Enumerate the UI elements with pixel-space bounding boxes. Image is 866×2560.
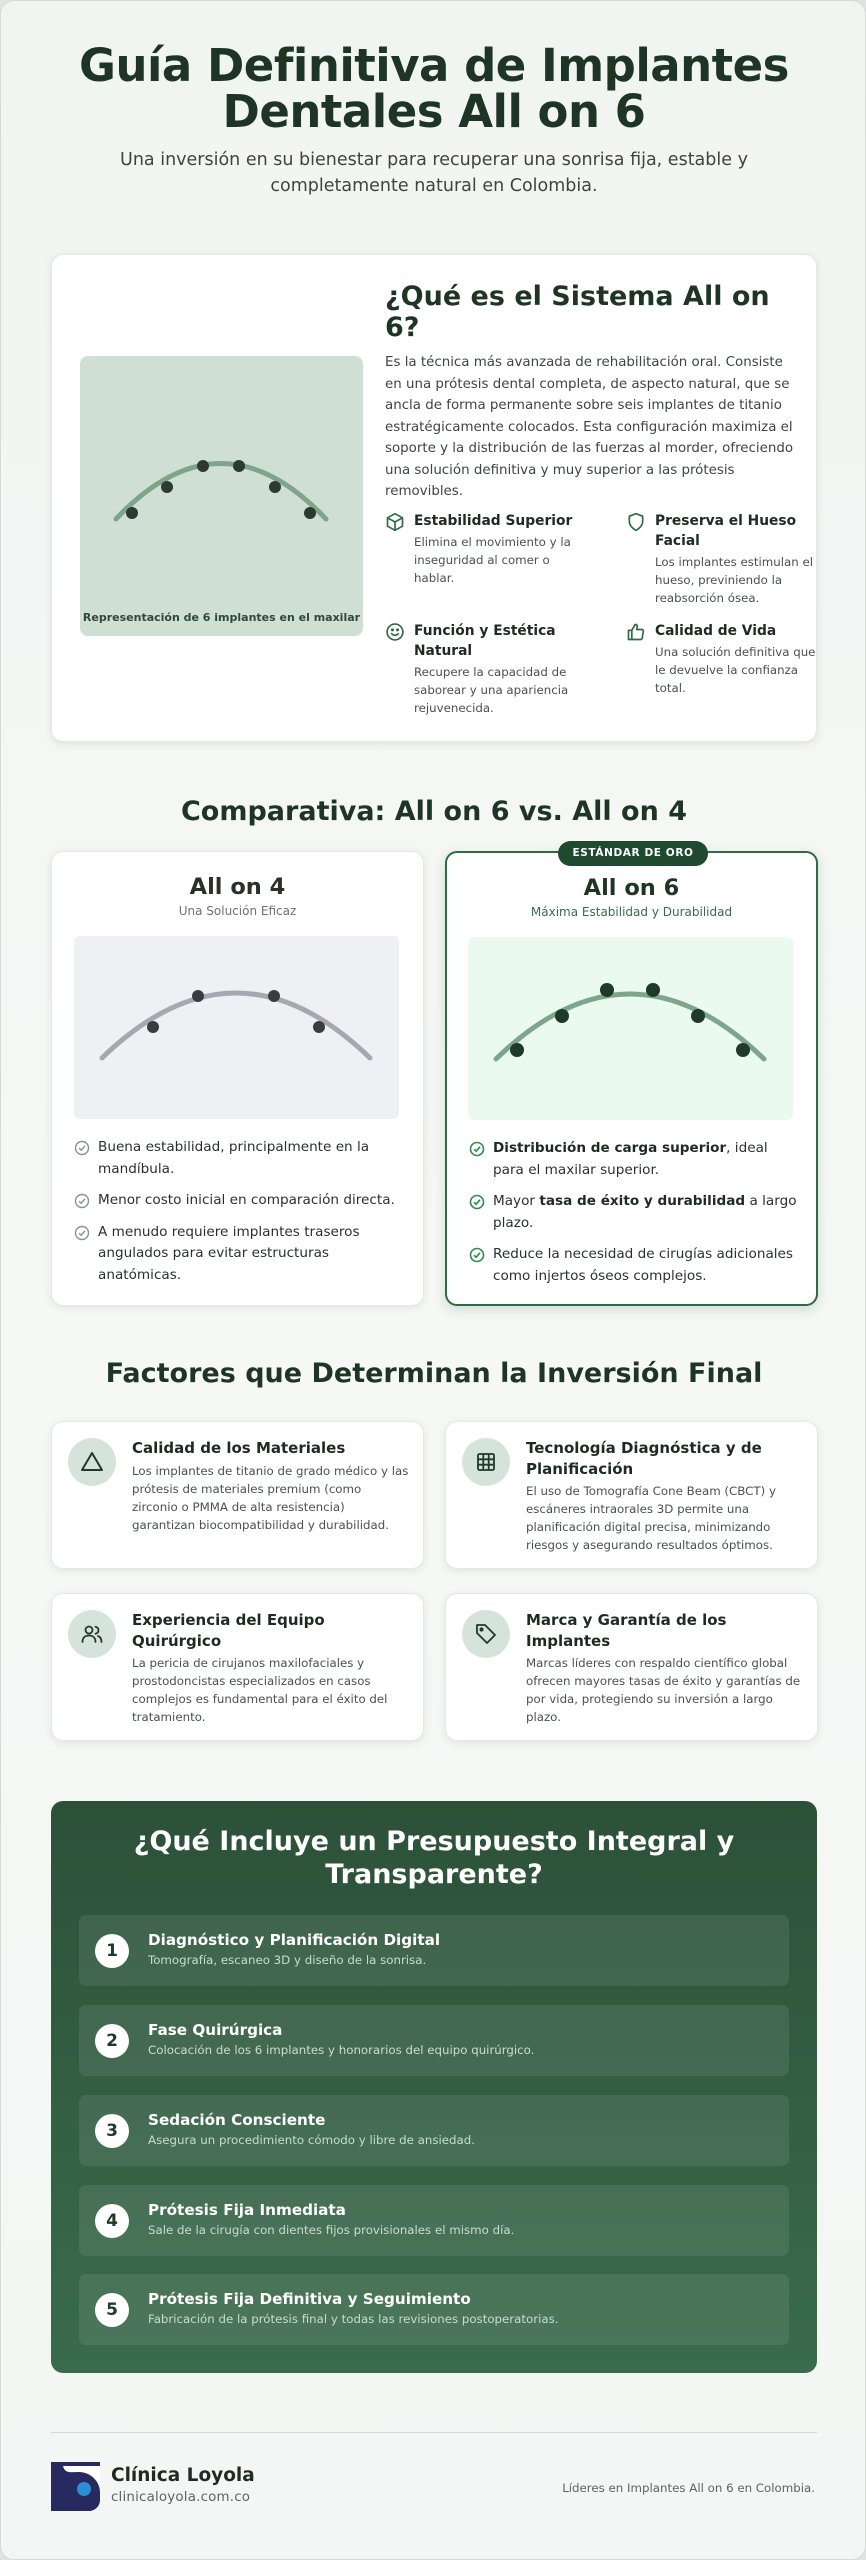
factor-title: Experiencia del Equipo Quirúrgico <box>132 1611 325 1650</box>
step-number: 1 <box>95 1934 129 1968</box>
implants-illustration <box>80 356 363 636</box>
grid-icon <box>474 1450 498 1474</box>
budget-step <box>79 2095 789 2166</box>
bullet-text: Buena estabilidad, principalmente en la mandíbula. <box>98 1139 370 1177</box>
step-name: Sedación Consciente <box>148 2111 326 2129</box>
all-on-4-title: All on 4 <box>189 874 286 900</box>
page-subtitle: Una inversión en su bienestar para recuperar una sonrisa fija, estable y completamente natural en Colombia. <box>120 150 748 196</box>
check-circle-icon <box>74 1193 90 1209</box>
budget-step <box>79 2274 789 2345</box>
all-on-6-title: All on 6 <box>583 875 680 901</box>
factor-brand <box>445 1593 818 1741</box>
check-circle-icon <box>469 1141 485 1157</box>
step-name: Prótesis Fija Definitiva y Seguimiento <box>148 2290 471 2308</box>
tag-icon <box>474 1622 498 1646</box>
check-circle-icon <box>74 1225 90 1241</box>
team-icon <box>80 1622 104 1646</box>
feature-title: Preserva el Hueso Facial <box>655 513 797 549</box>
what-is-description: Es la técnica más avanzada de rehabilitación oral. Consiste en una prótesis dental completa, de aspecto natural, que se ancla de forma permanente sobre seis implantes de titanio estratégicamente colocados. Esta configuración maximiza el soporte y la distribución de las fuerzas al morder, ofreciendo una solución definitiva y muy superior a las prótesis removibles. <box>385 355 794 499</box>
step-name: Fase Quirúrgica <box>148 2021 283 2039</box>
budget-section <box>51 1801 817 2373</box>
feature-title: Estabilidad Superior <box>414 513 573 529</box>
factor-icon-circle <box>462 1438 510 1486</box>
list-item <box>74 1190 404 1212</box>
factor-title: Tecnología Diagnóstica y de Planificación <box>526 1439 762 1478</box>
thumbs-up-icon <box>626 622 646 642</box>
list-item <box>74 1222 404 1287</box>
footer-tagline: Líderes en Implantes All on 6 en Colombia. <box>562 2481 815 2495</box>
bullet-bold-text: tasa de éxito y durabilidad <box>539 1193 746 1210</box>
illustration-caption: Representación de 6 implantes en el maxilar <box>82 611 361 624</box>
all-on-6-illustration <box>468 937 793 1120</box>
all-on-6-subtitle: Máxima Estabilidad y Durabilidad <box>530 905 733 919</box>
feature-title: Función y Estética Natural <box>414 623 556 659</box>
budget-step <box>79 1915 789 1986</box>
comparison-title: Comparativa: All on 6 vs. All on 4 <box>180 796 687 827</box>
bullet-text: Menor costo inicial en comparación directa. <box>98 1192 395 1209</box>
page-title-line2: Dentales All on 6 <box>222 85 646 138</box>
check-circle-icon <box>74 1140 90 1156</box>
bullet-text: a largo plazo. <box>493 1193 797 1231</box>
step-description: Tomografía, escaneo 3D y diseño de la sonrisa. <box>148 1953 427 1967</box>
budget-title: ¿Qué Incluye un Presupuesto Integral y Transparente? <box>133 1826 735 1890</box>
clinic-website[interactable]: clinicaloyola.com.co <box>111 2490 251 2505</box>
all-on-4-card <box>51 851 424 1306</box>
step-description: Asegura un procedimiento cómodo y libre de ansiedad. <box>148 2133 475 2147</box>
gold-standard-badge: ESTÁNDAR DE ORO <box>558 841 708 866</box>
step-number: 2 <box>95 2024 129 2058</box>
cube-icon <box>385 512 405 532</box>
factors-title: Factores que Determinan la Inversión Final <box>105 1358 763 1389</box>
jaw-arch-6-implants-graphic <box>468 937 793 1120</box>
factor-text: La pericia de cirujanos maxilofaciales y prostodoncistas especializados en casos complejos es fundamental para el éxito del tratamiento. <box>132 1656 388 1724</box>
feature-text: Los implantes estimulan el hueso, previniendo la reabsorción ósea. <box>655 555 814 605</box>
page-title-line1: Guía Definitiva de Implantes <box>79 39 789 92</box>
factor-experience <box>51 1593 424 1741</box>
feature-text: Recupere la capacidad de saborear y una apariencia rejuvenecida. <box>414 665 569 715</box>
all-on-4-illustration <box>74 936 399 1119</box>
feature-text: Elimina el movimiento y la inseguridad al comer o hablar. <box>414 535 571 585</box>
check-circle-icon <box>469 1194 485 1210</box>
bullet-pre-text: Mayor <box>493 1193 540 1210</box>
what-is-title: ¿Qué es el Sistema All on 6? <box>385 281 770 343</box>
clinic-name: Clínica Loyola <box>111 2465 255 2486</box>
budget-step <box>79 2005 789 2076</box>
bullet-text: , ideal para el maxilar superior. <box>493 1140 768 1178</box>
factor-text: Los implantes de titanio de grado médico y las prótesis de materiales premium (como zirconio o PMMA de alta resistencia) garantizan biocompatibilidad y durabilidad. <box>132 1464 409 1532</box>
step-number: 3 <box>95 2114 129 2148</box>
smile-icon <box>385 622 405 642</box>
step-description: Sale de la cirugía con dientes fijos provisionales el mismo día. <box>148 2223 515 2237</box>
clinic-logo-icon <box>51 2462 100 2511</box>
bullet-text: Reduce la necesidad de cirugías adicionales como injertos óseos complejos. <box>493 1246 793 1284</box>
step-name: Diagnóstico y Planificación Digital <box>148 1931 441 1949</box>
what-is-card <box>51 254 817 742</box>
factor-materials <box>51 1421 424 1569</box>
page-title <box>41 39 827 138</box>
all-on-6-card <box>445 847 818 1306</box>
step-number: 5 <box>95 2293 129 2327</box>
step-name: Prótesis Fija Inmediata <box>148 2201 346 2219</box>
step-number: 4 <box>95 2204 129 2238</box>
factor-title: Calidad de los Materiales <box>132 1439 346 1457</box>
triangle-icon <box>80 1450 104 1474</box>
jaw-arch-6-implants-graphic <box>80 356 363 636</box>
factor-icon-circle <box>68 1610 116 1658</box>
shield-icon <box>626 512 646 532</box>
all-on-4-subtitle: Una Solución Eficaz <box>178 904 297 918</box>
factor-icon-circle <box>68 1438 116 1486</box>
feature-text: Una solución definitiva que le devuelve la confianza total. <box>655 645 816 695</box>
feature-title: Calidad de Vida <box>655 623 777 639</box>
factor-technology <box>445 1421 818 1569</box>
step-description: Fabricación de la prótesis final y todas las revisiones postoperatorias. <box>148 2312 559 2326</box>
factor-text: Marcas líderes con respaldo científico global ofrecen mayores tasas de éxito y garantías de por vida, protegiendo su inversión a largo plazo. <box>526 1656 801 1724</box>
footer-divider <box>51 2432 817 2433</box>
factor-title: Marca y Garantía de los Implantes <box>526 1611 727 1650</box>
check-circle-icon <box>469 1247 485 1263</box>
bullet-bold-text: Distribución de carga superior <box>493 1140 727 1156</box>
step-description: Colocación de los 6 implantes y honorarios del equipo quirúrgico. <box>148 2043 535 2057</box>
list-item <box>74 1137 404 1180</box>
factor-text: El uso de Tomografía Cone Beam (CBCT) y escáneres intraorales 3D permite una planificación digital precisa, minimizando riesgos y asegurando resultados óptimos. <box>526 1484 776 1552</box>
list-item <box>469 1138 799 1181</box>
list-item <box>469 1244 799 1287</box>
budget-step <box>79 2185 789 2256</box>
bullet-text: A menudo requiere implantes traseros angulados para evitar estructuras anatómicas. <box>98 1223 360 1283</box>
all-on-6-bullet-list <box>469 1138 799 1298</box>
factor-icon-circle <box>462 1610 510 1658</box>
jaw-arch-4-implants-graphic <box>74 936 399 1119</box>
list-item <box>469 1191 799 1234</box>
all-on-4-bullet-list <box>74 1137 404 1297</box>
